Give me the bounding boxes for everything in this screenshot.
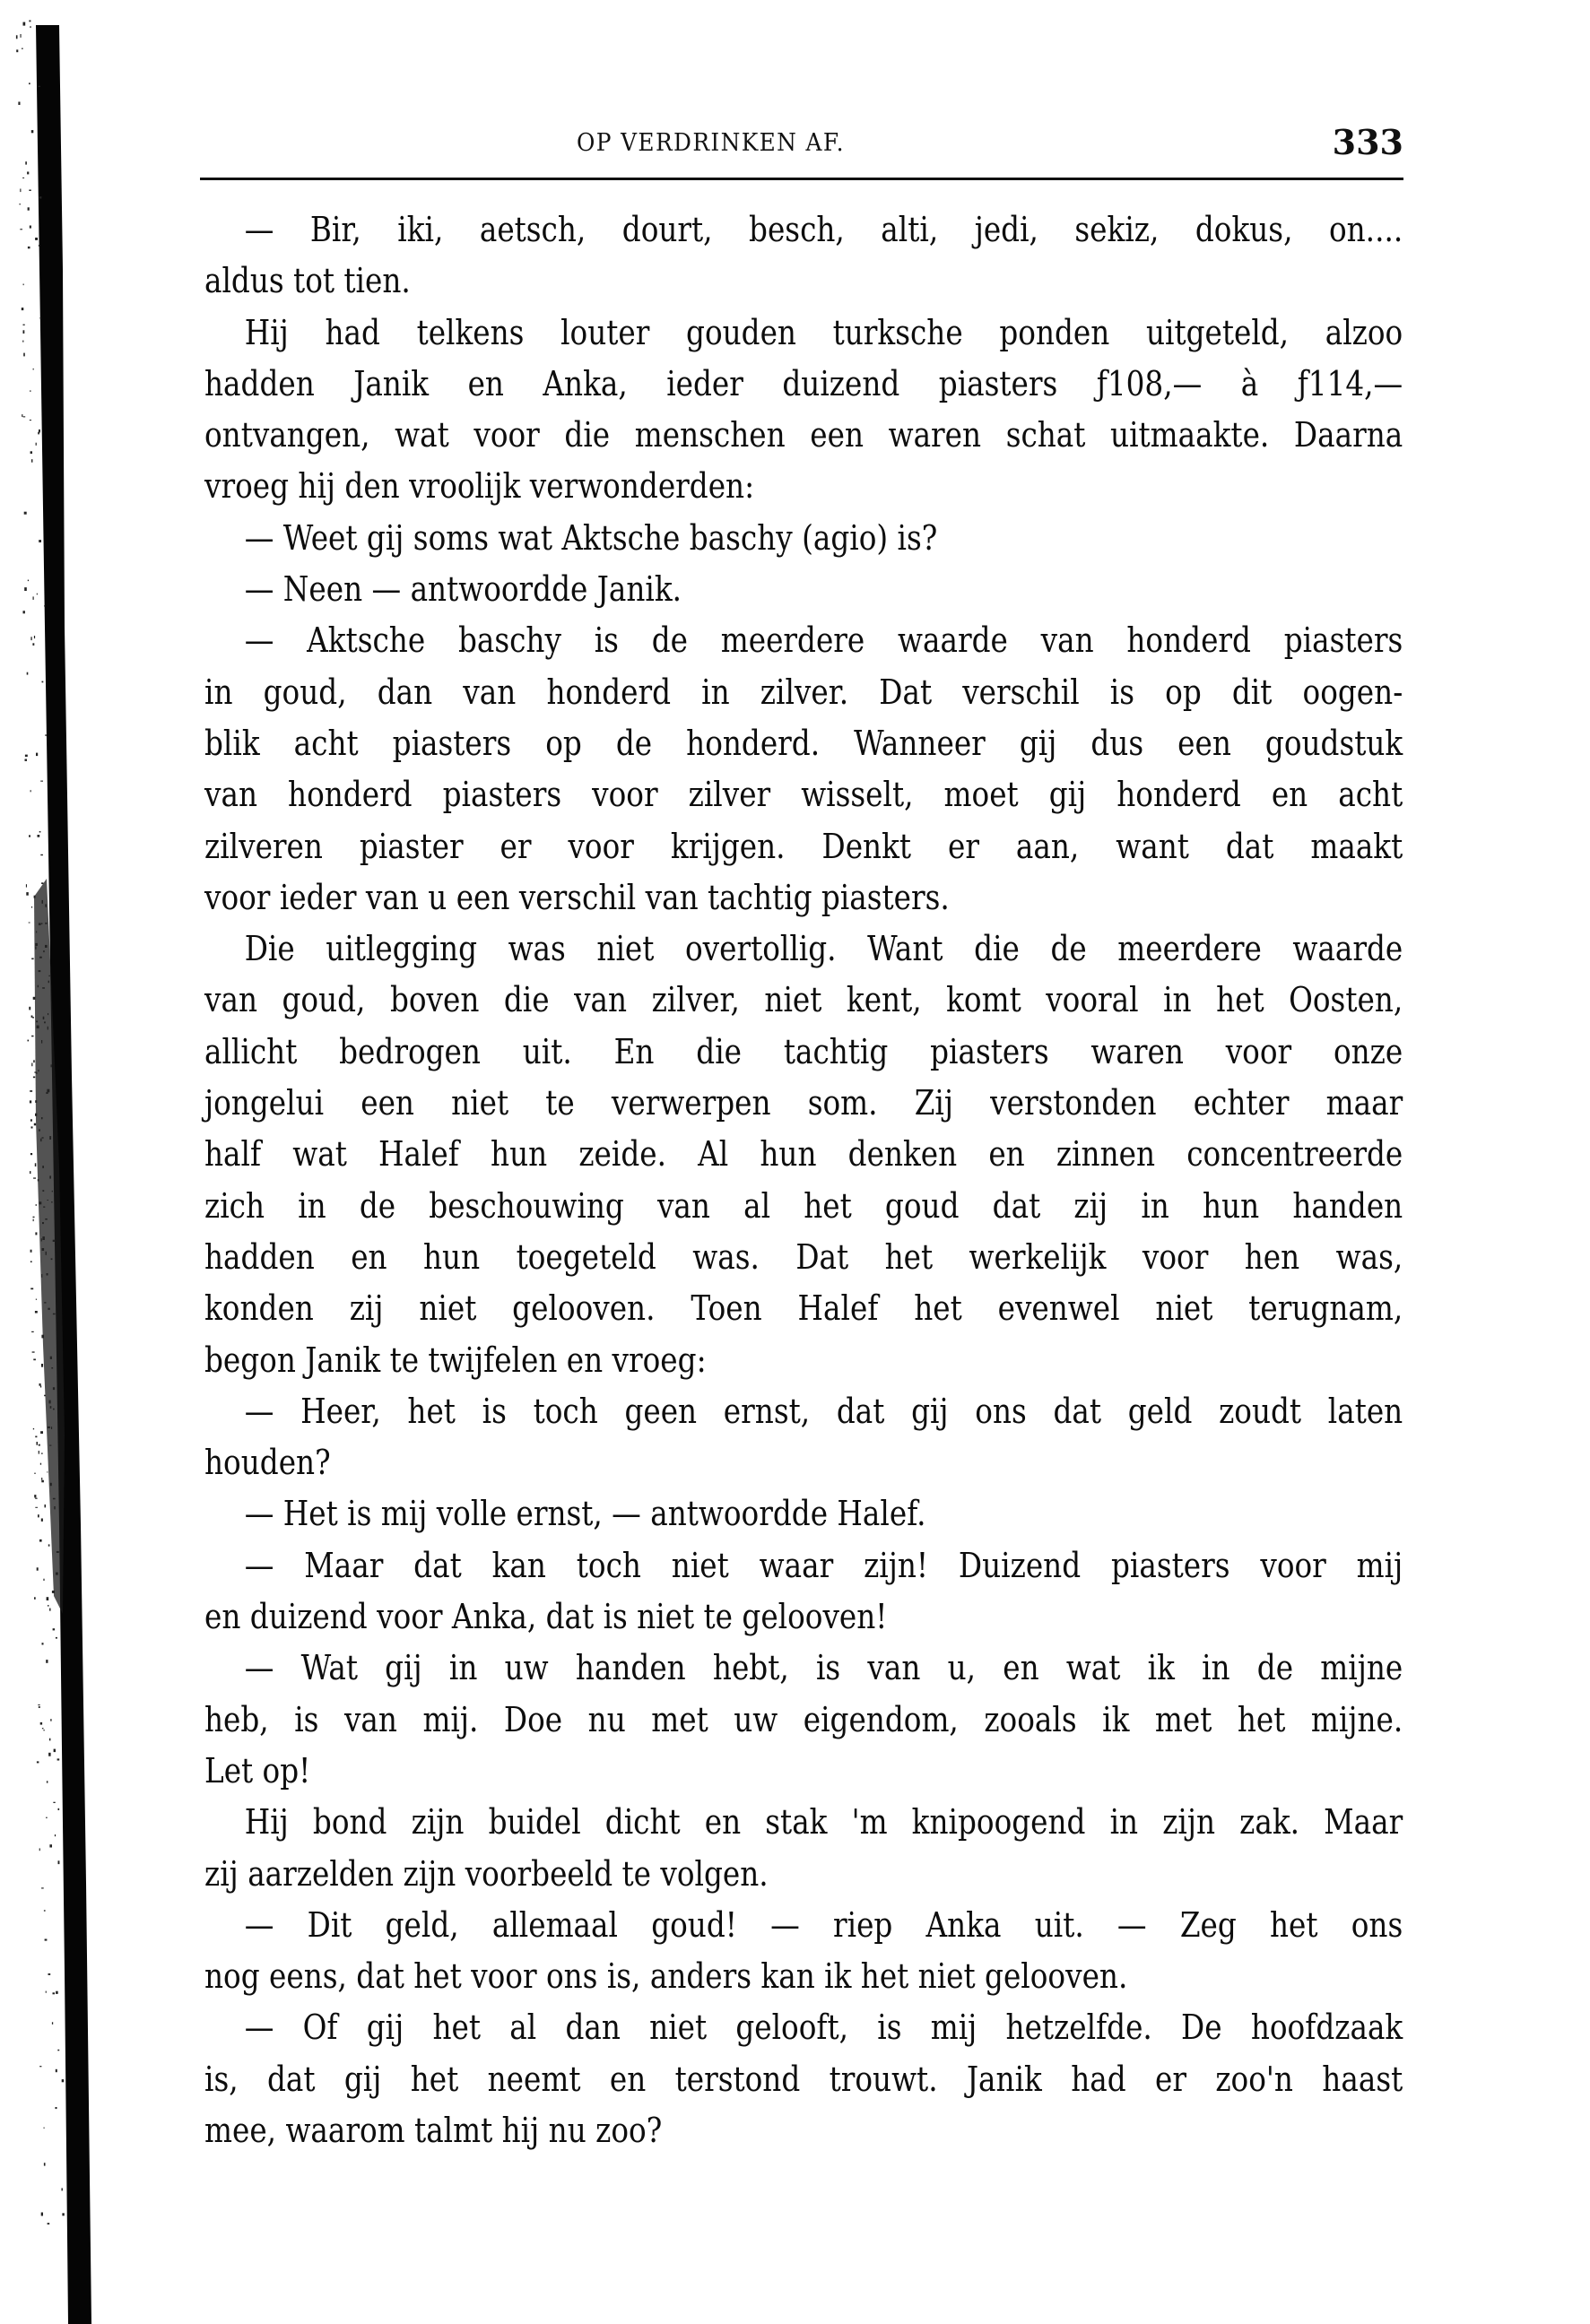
scan-speck <box>42 1190 44 1192</box>
scan-speck <box>49 1844 52 1847</box>
scan-speck <box>36 932 37 933</box>
running-header <box>200 122 1403 167</box>
scan-speck <box>33 1217 35 1218</box>
scan-speck <box>38 1514 39 1517</box>
scan-speck <box>37 1026 39 1028</box>
scan-speck <box>33 1077 35 1079</box>
text-line: half wat Halef hun zeide. Al hun denken en zinnen concentreerde <box>204 1134 1403 1175</box>
scan-speck <box>51 1201 53 1202</box>
scan-speck <box>34 1495 36 1497</box>
scan-speck <box>46 1092 48 1094</box>
paragraph <box>204 1900 1403 2003</box>
scan-speck <box>52 1591 55 1593</box>
scan-speck <box>36 1072 37 1074</box>
scan-speck <box>53 1992 56 1994</box>
text-line: aldus tot tien. <box>204 261 411 301</box>
text-line: — Dit geld, allemaal goud! — riep Anka uit. — Zeg het ons <box>244 1904 1403 1945</box>
text-line: heb, is van mij. Doe nu met uw eigendom, zooals ik met het mijne. <box>204 1699 1403 1739</box>
scan-speck <box>34 1123 36 1126</box>
scan-speck <box>40 781 43 782</box>
text-line: — Heer, het is toch geen ernst, dat gij ons dat geld zoudt laten <box>244 1391 1403 1431</box>
scan-speck <box>41 1274 42 1278</box>
scan-speck <box>44 1021 46 1023</box>
scan-speck <box>35 1100 37 1103</box>
paragraph <box>204 1797 1403 1900</box>
scan-speck <box>21 34 22 38</box>
scan-speck <box>39 1444 40 1446</box>
scan-speck <box>36 1021 38 1023</box>
scan-speck <box>38 1179 39 1181</box>
text-line: Let op! <box>204 1750 311 1791</box>
scan-speck <box>33 1219 34 1222</box>
scan-speck <box>22 48 23 49</box>
scan-speck <box>31 958 33 960</box>
text-line: nog eens, dat het voor ons is, anders kan ik het niet gelooven. <box>204 1956 1128 1997</box>
scan-speck <box>42 1222 44 1224</box>
scan-speck <box>20 229 22 230</box>
scan-speck <box>53 1409 55 1410</box>
scan-speck <box>42 1137 44 1138</box>
scan-speck <box>30 1288 33 1290</box>
scan-speck <box>53 1498 56 1500</box>
scan-speck <box>39 317 41 318</box>
text-line: hadden Janik en Anka, ieder duizend piasters ƒ108,— à ƒ114,— <box>204 363 1403 403</box>
scan-speck <box>28 1040 30 1042</box>
scan-speck <box>23 611 25 613</box>
text-line: — Weet gij soms wat Aktsche baschy (agio) is? <box>244 517 938 558</box>
scan-speck <box>39 196 42 198</box>
text-line: jongelui een niet te verwerpen som. Zij verstonden echter maar <box>204 1083 1403 1123</box>
scan-speck <box>48 1200 49 1201</box>
scan-speck <box>31 130 34 133</box>
text-line: begon Janik te twijfelen en vroeg: <box>204 1340 707 1380</box>
scan-speck <box>27 672 29 675</box>
scan-speck <box>45 1505 47 1507</box>
scan-speck <box>30 1250 32 1253</box>
scan-speck <box>39 1706 40 1708</box>
scan-speck <box>26 892 29 896</box>
scan-speck <box>46 906 47 907</box>
scan-speck <box>62 2188 63 2190</box>
scan-speck <box>29 1007 30 1010</box>
scan-speck <box>51 1367 53 1368</box>
scan-speck <box>16 35 18 39</box>
scan-speck <box>28 207 30 210</box>
scan-speck <box>41 1040 42 1044</box>
scan-speck <box>38 1070 39 1071</box>
scan-speck <box>49 1445 51 1446</box>
scan-speck <box>39 1848 40 1851</box>
scan-speck <box>48 981 49 984</box>
scan-speck <box>33 1060 35 1062</box>
scan-speck <box>50 1406 52 1409</box>
scan-speck <box>52 2022 53 2025</box>
scan-speck <box>38 1704 39 1705</box>
scan-speck <box>42 1248 45 1251</box>
scan-speck <box>23 353 25 357</box>
scan-speck <box>35 1498 37 1499</box>
scan-speck <box>40 1463 41 1465</box>
paragraph <box>204 204 1403 308</box>
scan-speck <box>47 1781 48 1782</box>
scan-speck <box>47 1471 48 1472</box>
text-line: voor ieder van u een verschil van tachtig piasters. <box>204 877 950 917</box>
scan-speck <box>38 985 39 988</box>
scan-speck <box>53 1240 56 1242</box>
text-line: vroeg hij den vroolijk verwonderden: <box>204 466 755 507</box>
scan-speck <box>42 1643 44 1644</box>
scan-speck <box>48 1308 49 1310</box>
scan-speck <box>23 330 25 334</box>
scan-speck <box>39 831 41 833</box>
scan-speck <box>41 1519 43 1522</box>
scan-speck <box>29 835 30 837</box>
scan-speck <box>49 1136 51 1140</box>
scan-speck <box>30 1261 32 1262</box>
scan-speck <box>34 896 36 898</box>
scan-speck <box>36 753 38 757</box>
scan-speck <box>39 923 41 925</box>
scan-speck <box>39 1129 40 1131</box>
scan-speck <box>32 643 34 646</box>
scan-speck <box>41 2213 43 2216</box>
scan-speck <box>57 2050 59 2051</box>
scan-speck <box>38 835 40 837</box>
scan-speck <box>53 1314 56 1315</box>
scan-speck <box>41 1364 43 1367</box>
scan-speck <box>41 882 43 884</box>
scan-speck <box>23 416 26 417</box>
scan-speck <box>50 1719 51 1721</box>
paragraph <box>204 1386 1403 1489</box>
paragraph <box>204 1540 1403 1643</box>
text-line: mee, waarom talmt hij nu zoo? <box>204 2110 663 2150</box>
scan-speck <box>49 1400 51 1404</box>
scan-speck <box>31 459 32 463</box>
scan-speck <box>22 341 23 343</box>
scan-speck <box>58 1808 60 1810</box>
scan-speck <box>62 2079 65 2082</box>
scan-speck <box>33 997 36 1000</box>
scan-speck <box>49 1609 50 1611</box>
scan-speck <box>44 2163 46 2165</box>
scan-speck <box>30 1119 32 1121</box>
scan-speck <box>29 190 30 192</box>
scan-speck <box>20 189 21 193</box>
paragraph <box>204 1643 1403 1797</box>
scan-speck <box>36 1204 38 1205</box>
scan-speck <box>35 1114 37 1116</box>
scan-speck <box>22 308 24 310</box>
text-line: konden zij niet gelooven. Toen Halef het evenwel niet terugnam, <box>204 1288 1403 1329</box>
scan-speck <box>31 1331 34 1332</box>
scan-speck <box>30 1153 32 1155</box>
text-line: van honderd piasters voor zilver wisselt, moet gij honderd en acht <box>204 775 1403 815</box>
scan-speck <box>30 451 32 454</box>
scan-speck <box>33 1177 36 1178</box>
paragraph <box>204 308 1403 513</box>
scan-speck <box>35 1507 38 1508</box>
scan-speck <box>39 1383 41 1386</box>
text-line: en duizend voor Anka, dat is niet te gelooven! <box>204 1597 888 1637</box>
scan-speck <box>32 1017 34 1019</box>
scan-speck <box>39 970 41 972</box>
scan-speck <box>26 884 27 887</box>
text-line: is, dat gij het neemt en terstond trouwt. Janik had er zoo'n haast <box>204 2059 1403 2099</box>
scan-speck <box>23 22 26 26</box>
scan-speck <box>51 1064 52 1067</box>
scan-speck <box>46 1660 48 1663</box>
scan-speck <box>48 1973 51 1975</box>
scan-speck <box>48 1426 50 1428</box>
scan-speck <box>31 1126 33 1128</box>
scan-speck <box>42 987 45 989</box>
paragraph <box>204 1488 1403 1539</box>
scan-speck <box>39 86 41 87</box>
scan-speck <box>40 854 43 855</box>
scan-speck <box>46 1252 47 1255</box>
scan-speck <box>48 1544 50 1546</box>
scan-speck <box>27 172 29 175</box>
scan-speck <box>34 636 35 638</box>
scan-speck <box>29 82 30 84</box>
scan-speck <box>30 420 31 421</box>
scan-speck <box>43 1017 45 1019</box>
scan-speck <box>43 2128 44 2129</box>
scan-speck <box>25 759 28 761</box>
scan-speck <box>42 900 44 904</box>
scan-speck <box>49 1739 51 1741</box>
scan-speck <box>41 1480 44 1483</box>
text-line: zij aarzelden zijn voorbeeld te volgen. <box>204 1853 769 1894</box>
scan-speck <box>53 1628 56 1630</box>
scan-speck <box>25 755 28 757</box>
scan-speck <box>18 102 20 106</box>
scan-speck <box>41 923 42 924</box>
scan-speck <box>51 1258 53 1260</box>
scan-speck <box>25 161 27 164</box>
scan-speck <box>40 1385 41 1387</box>
text-line: — Maar dat kan toch niet waar zijn! Duizend piasters voor mij <box>244 1545 1403 1585</box>
scan-speck <box>56 2069 57 2072</box>
running-title: OP VERDRINKEN AF. <box>577 129 845 157</box>
scan-speck <box>53 1802 55 1803</box>
text-line: zich in de beschouwing van al het goud dat zij in hun handen <box>204 1185 1403 1226</box>
scan-speck <box>56 1991 58 1994</box>
scan-speck <box>31 1063 32 1067</box>
scan-speck <box>41 1117 43 1119</box>
scan-speck <box>34 1473 35 1474</box>
scan-speck <box>39 540 41 542</box>
scan-speck <box>45 945 48 948</box>
scan-speck <box>45 1218 48 1220</box>
scan-speck <box>42 1728 44 1729</box>
text-line: zilveren piaster er voor krijgen. Denkt er aan, want dat maakt <box>204 826 1403 866</box>
scan-speck <box>46 1817 47 1818</box>
text-line: — Aktsche baschy is de meerdere waarde van honderd piasters <box>244 620 1403 661</box>
scan-speck <box>45 905 47 906</box>
scan-speck <box>45 734 47 736</box>
scan-speck <box>16 49 18 52</box>
scan-speck <box>30 790 31 792</box>
text-line: Die uitlegging was niet overtollig. Want die de meerdere waarde <box>244 929 1403 969</box>
scan-speck <box>41 1887 44 1888</box>
scan-speck <box>35 943 38 946</box>
scan-speck <box>43 950 45 952</box>
scan-speck <box>30 226 31 229</box>
scan-speck <box>47 1089 49 1093</box>
scan-speck <box>28 580 29 582</box>
paragraph <box>204 924 1403 1386</box>
scan-speck <box>28 247 30 248</box>
scan-speck <box>37 1442 39 1445</box>
text-line: — Bir, iki, aetsch, dourt, besch, alti, jedi, sekiz, dokus, on.... <box>244 210 1403 249</box>
scan-speck <box>30 1100 31 1103</box>
text-line: Hij had telkens louter gouden turksche ponden uitgeteld, alzoo <box>244 312 1403 352</box>
text-line: blik acht piasters op de honderd. Wanneer gij dus een goudstuk <box>204 723 1403 763</box>
scan-speck <box>41 1238 42 1241</box>
scan-speck <box>45 1939 48 1941</box>
scan-speck <box>39 1539 42 1542</box>
scan-speck <box>40 1722 42 1725</box>
scan-speck <box>54 1749 56 1753</box>
scan-speck <box>35 1436 37 1438</box>
scan-speck <box>33 1359 36 1361</box>
scan-speck <box>37 1761 39 1763</box>
scan-speck <box>42 681 44 683</box>
text-line: Hij bond zijn buidel dicht en stak 'm knipoogend in zijn zak. Maar <box>244 1802 1403 1843</box>
paragraph <box>204 513 1403 564</box>
text-line: — Neen — antwoordde Janik. <box>244 569 682 610</box>
scan-speck <box>39 2066 41 2067</box>
scan-speck <box>54 1506 55 1509</box>
page-number: 333 <box>1332 122 1403 162</box>
scan-speck <box>35 1311 38 1314</box>
scan-speck <box>57 1758 60 1760</box>
scan-speck <box>33 369 34 370</box>
scan-speck <box>43 1579 44 1581</box>
scan-speck <box>56 1573 58 1575</box>
scan-speck <box>45 923 47 924</box>
scan-speck <box>50 1357 52 1359</box>
text-line: houden? <box>204 1443 331 1483</box>
scan-speck <box>44 605 45 607</box>
scan-speck <box>40 1139 41 1141</box>
scan-speck <box>49 1175 51 1178</box>
scan-speck <box>24 587 27 591</box>
text-line: allicht bedrogen uit. En die tachtig piasters waren voor onze <box>204 1031 1403 1071</box>
scan-speck <box>58 1860 60 1864</box>
scan-speck <box>39 245 40 247</box>
text-line: hadden en hun toegeteld was. Dat het werkelijk voor hen was, <box>204 1236 1403 1277</box>
paragraph <box>204 2002 1403 2156</box>
scan-speck <box>23 284 24 286</box>
scan-speck <box>34 1597 36 1600</box>
scan-speck <box>42 1236 45 1240</box>
scan-speck <box>44 1302 46 1303</box>
scan-speck <box>48 1753 51 1756</box>
scan-speck <box>48 2223 50 2224</box>
header-rule <box>200 178 1403 180</box>
scan-speck <box>41 1478 42 1480</box>
scan-speck <box>56 2107 57 2109</box>
scan-speck <box>35 946 36 949</box>
scan-speck <box>39 429 40 433</box>
scan-speck <box>39 1201 42 1204</box>
scan-speck <box>39 957 42 958</box>
text-line: — Wat gij in uw handen hebt, is van u, en wat ik in de mijne <box>244 1648 1403 1688</box>
text-line: van goud, boven die van zilver, niet kent, komt vooral in het Oosten, <box>204 980 1403 1020</box>
scan-speck <box>53 1387 55 1390</box>
scan-speck <box>30 637 31 640</box>
scan-speck <box>35 1163 37 1166</box>
scan-speck <box>31 906 32 908</box>
scan-speck <box>37 1567 39 1570</box>
text-line: in goud, dan van honderd in zilver. Dat verschil is op dit oogen- <box>204 672 1403 712</box>
scan-speck <box>33 596 34 600</box>
scan-speck <box>46 1991 47 1993</box>
body-text <box>204 204 1403 2156</box>
scan-speck <box>44 1395 46 1397</box>
scan-speck <box>47 1597 49 1600</box>
paragraph <box>204 564 1403 615</box>
text-line: — Het is mij volle ernst, — antwoordde Halef. <box>244 1494 926 1534</box>
text-line: — Of gij het al dan niet gelooft, is mij hetzelfde. De hoofdzaak <box>244 2007 1403 2048</box>
scan-speck <box>44 1910 46 1911</box>
scan-speck <box>31 1036 33 1037</box>
scan-speck <box>36 443 37 446</box>
scan-speck <box>37 594 38 595</box>
scan-speck <box>41 1452 43 1453</box>
scan-speck <box>52 1191 53 1192</box>
scan-speck <box>32 1351 35 1352</box>
scan-speck <box>33 1428 34 1430</box>
scan-speck <box>47 1273 48 1276</box>
scan-speck <box>36 1299 37 1300</box>
scan-speck <box>48 1605 49 1607</box>
paragraph <box>204 615 1403 924</box>
scan-speck <box>62 2213 64 2216</box>
scan-speck <box>29 21 30 22</box>
scan-speck <box>50 1483 52 1486</box>
scan-speck <box>51 1426 52 1429</box>
scan-noise <box>0 0 179 2324</box>
scan-speck <box>56 1551 59 1553</box>
scan-speck <box>29 923 30 924</box>
scan-speck <box>35 1232 37 1235</box>
scan-speck <box>35 238 38 240</box>
scan-speck <box>40 1431 43 1434</box>
scan-speck <box>42 1166 44 1168</box>
scan-speck <box>55 1834 56 1836</box>
scan-speck <box>43 1207 45 1208</box>
text-line: ontvangen, wat voor die menschen een waren schat uitmaakte. Daarna <box>204 415 1403 455</box>
scan-speck <box>56 1637 57 1639</box>
scan-speck <box>24 512 27 515</box>
scan-speck <box>31 1016 33 1018</box>
scan-speck <box>41 1335 44 1339</box>
scan-speck <box>30 1090 32 1092</box>
